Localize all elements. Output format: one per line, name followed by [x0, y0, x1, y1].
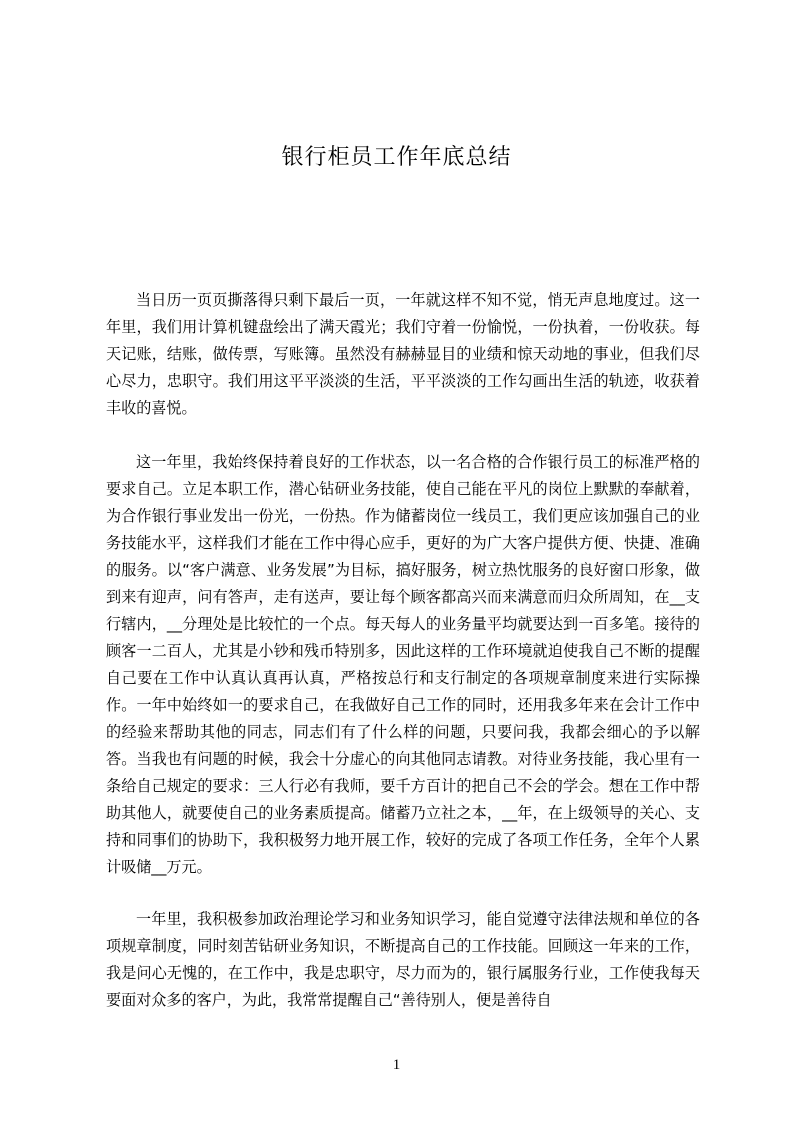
paragraph-3: [106, 906, 700, 1014]
paragraph-text: 一年里，我积极参加政治理论学习和业务知识学习，能自觉遵守法律法规和单位的各项规章制度，同时刻苦钻研业务知识，不断提高自己的工作技能。回顾这一年来的工作，我是问心无愧的，在工作中，我是忠职守，尽力而为的，银行属服务行业，工作使我每天要面对众多的客户，为此，我常常提醒自己“善待别人，便是善待自: [106, 910, 700, 1009]
paragraph-text: 这一年里，我始终保持着良好的工作状态，以一名合格的合作银行员工的标准严格的要求自己。立足本职工作，潜心钻研业务技能，使自己能在平凡的岗位上默默的奉献着，为合作银行事业发出一份光，一份热。作为储蓄岗位一线员工，我们更应该加强自己的业务技能水平，这样我们才能在工作中得心应手，更好的为广大客户提供方便、快捷、准确的服务。以“客户满意、业务发展”为目标，搞好服务，树立热忱服务的良好窗口形象，做到来有迎声，问有答声，走有送声，要让每个顾客都高兴而来满意而归众所周知，在__支行辖内，__分理处是比较忙的一个点。每天每人的业务量平均就要达到一百多笔。接待的顾客一二百人，尤其是小钞和残币特别多，因此这样的工作环境就迫使我自己不断的提醒自己要在工作中认真认真再认真，严格按总行和支行制定的各项规章制度来进行实际操作。一年中始终如一的要求自己，在我做好自己工作的同时，还用我多年来在会计工作中的经验来帮助其他的同志，同志们有了什么样的问题，只要问我，我都会细心的予以解答。当我也有问题的时候，我会十分虚心的向其他同志请教。对待业务技能，我心里有一条给自己规定的要求：三人行必有我师，要千方百计的把自己不会的学会。想在工作中帮助其他人，就要使自己的业务素质提高。储蓄乃立社之本，__年，在上级领导的关心、支持和同事们的协助下，我积极努力地开展工作，较好的完成了各项工作任务，全年个人累计吸储__万元。: [106, 453, 700, 876]
page-number: 1: [392, 1057, 401, 1073]
document-title: 银行柜员工作年底总结: [281, 145, 512, 170]
paragraph-1: [106, 287, 700, 422]
paragraph-text: 当日历一页页撕落得只剩下最后一页，一年就这样不知不觉，悄无声息地度过。这一年里，我们用计算机键盘绘出了满天霞光；我们守着一份愉悦，一份执着，一份收获。每天记账，结账，做传票，写账簿。虽然没有赫赫显目的业绩和惊天动地的事业，但我们尽心尽力，忠职守。我们用这平平淡淡的生活，平平淡淡的工作勾画出生活的轨迹，收获着丰收的喜悦。: [106, 291, 700, 417]
paragraph-2: [106, 449, 700, 881]
